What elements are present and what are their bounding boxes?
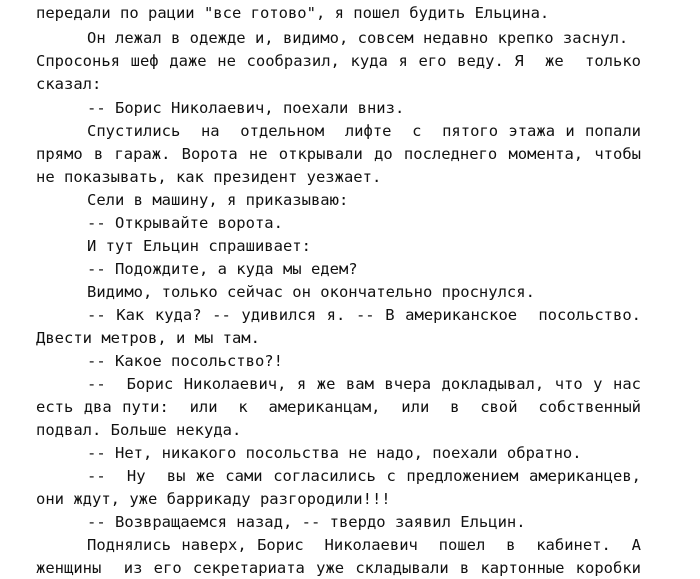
text-line: -- Ну вы же сами согласились с предложением американцев, [87,467,641,485]
text-line: -- Как куда? -- удивился я. -- В американское посольство. [87,306,641,324]
text-line: -- Какое посольство?! [87,352,283,370]
text-line: Спустились на отдельном лифте с пятого этажа и попали [87,122,641,140]
text-line: они ждут, уже баррикаду разгородили!!! [36,490,391,508]
text-line: -- Подождите, а куда мы едем? [87,260,358,278]
text-line: подвал. Больше некуда. [36,421,242,439]
text-line: не показывать, как президент уезжает. [36,168,382,186]
text-line: Поднялись наверх, Борис Николаевич пошел в кабинет. А [87,536,641,554]
text-line: Двести метров, и мы там. [36,329,260,347]
text-line: И тут Ельцин спрашивает: [87,237,311,255]
text-line: сказал: [36,75,102,93]
text-line: женщины из его секретариата уже складывали в картонные коробки [36,559,641,577]
text-line: -- Борис Николаевич, поехали вниз. [87,99,405,117]
text-line: -- Нет, никакого посольства не надо, поехали обратно. [87,444,582,462]
text-line: Спросонья шеф даже не сообразил, куда я его веду. Я же только [36,52,641,70]
text-line: Он лежал в одежде и, видимо, совсем недавно крепко заснул. [87,29,629,47]
text-line: Сели в машину, я приказываю: [87,191,349,209]
text-line: -- Открывайте ворота. [87,214,283,232]
text-line: Видимо, только сейчас он окончательно проснулся. [87,283,535,301]
text-line: есть два пути: или к американцам, или в свой собственный [36,398,641,416]
text-line: -- Борис Николаевич, я же вам вчера докладывал, что у нас [87,375,641,393]
text-line: прямо в гараж. Ворота не открывали до последнего момента, чтобы [36,145,641,163]
text-line: -- Возвращаемся назад, -- твердо заявил Ельцин. [87,513,526,531]
text-line: передали по рации "все готово", я пошел будить Ельцина. [36,4,550,22]
